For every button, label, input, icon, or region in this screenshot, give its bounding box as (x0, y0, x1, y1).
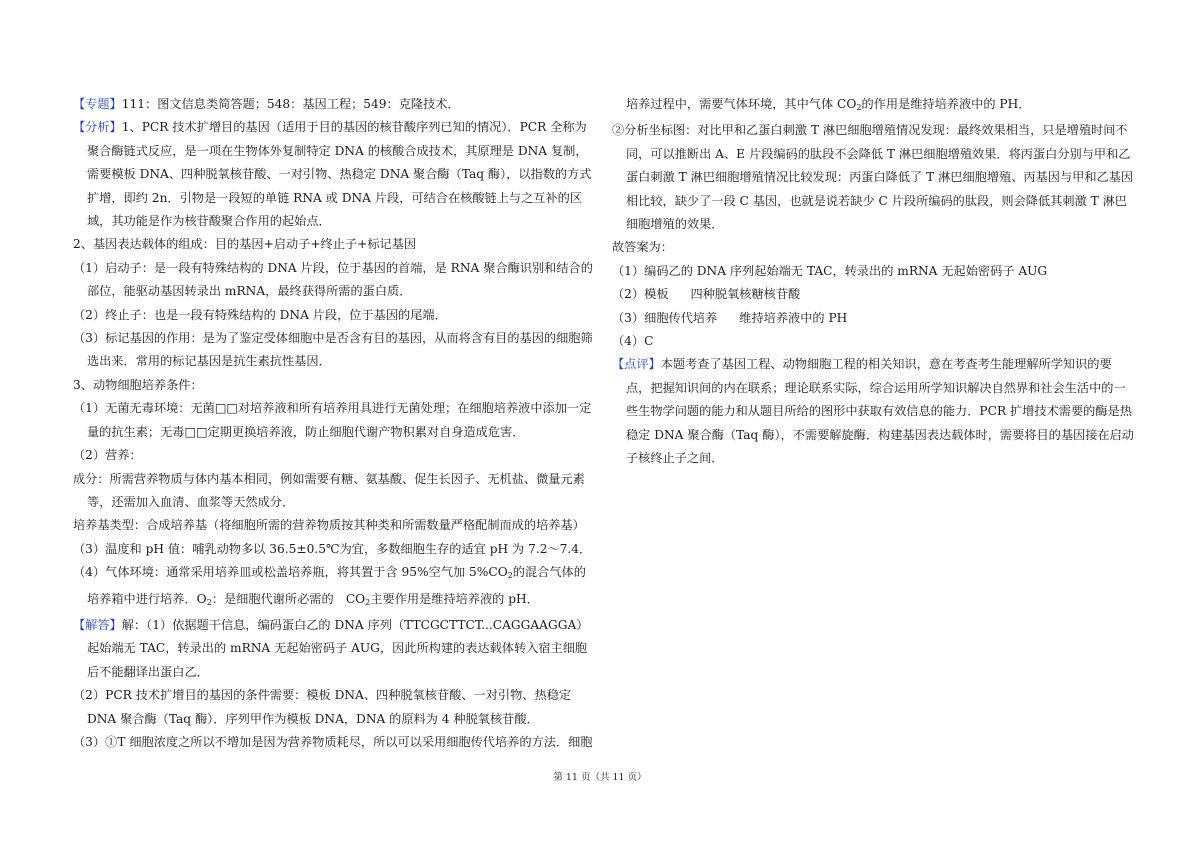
answer-2-a: （2）模板 (612, 287, 669, 302)
answer-heading: 故答案为： (612, 240, 673, 255)
answer-part-3: （3）①T 细胞浓度之所以不增加是因为营养物质耗尽，所以可以采用细胞传代培养的方法．细胞 (73, 734, 593, 749)
comment-text: 本题考查了基因工程、动物细胞工程的相关知识，意在考查考生能理解所学知识的要点，把握知识间的内在联系；理论联系实际，综合运用所学知识解决自然界和社会生活中的一些生物学问题的能力和从题目所给的图形中获取有效信息的能力．PCR 扩增技术需要的酶是热稳定 DNA 聚合酶（Taq 酶），不需要解旋酶．构建基因表达载体时，需要将目的基因接在启动子核终止子之间． (626, 357, 1134, 466)
answer-3-b: 维持培养液中的 PH (739, 310, 848, 325)
culture-conditions-heading: 3、动物细胞培养条件： (73, 377, 203, 392)
vector-composition: 2、基因表达载体的组成：目的基因+启动子+终止子+标记基因 (73, 237, 417, 252)
right-column (612, 93, 1134, 471)
subscript: 2 (507, 571, 513, 581)
sterile-environment-text: （1）无菌无毒环境：无菌□□对培养液和所有培养用具进行无菌处理；在细胞培养液中添加一定量的抗生素；无毒□□定期更换培养液，防止细胞代谢产物积累对自身造成危害． (73, 401, 592, 439)
answer-4: （4）C (612, 334, 654, 349)
subscript: 2 (856, 103, 862, 112)
gas-co2-text (612, 93, 1134, 119)
co2-text-b: 的作用是维持培养液中的 PH． (861, 97, 1031, 111)
analysis-tag: 【分析】 (73, 120, 122, 135)
answer-tag: 【解答】 (73, 617, 122, 632)
comment-paragraph (612, 353, 1134, 470)
marker-gene-text: （3）标记基因的作用：是为了鉴定受体细胞中是否含有目的基因，从而将含有目的基因的细胞筛选出来．常用的标记基因是抗生素抗性基因． (73, 331, 593, 369)
analysis-paragraph (73, 116, 598, 233)
answer-text: 解：（1）依据题干信息，编码蛋白乙的 DNA 序列（TTCGCTTCT...CAGGAAGGA）起始端无 TAC，转录出的 mRNA 无起始密码子 AUG，因此所构建的表达载体转入宿主细胞后不能翻译出蛋白乙． (87, 617, 589, 679)
answer-2 (612, 283, 1134, 306)
nutrition-heading: （2）营养： (73, 448, 142, 463)
gas-text-b: 的混合气体的培养箱中进行培养．O (87, 565, 586, 606)
topic-paragraph (73, 93, 598, 116)
gas-text-a: （4）气体环境：通常采用培养皿或松盖培养瓶，将其置于含 95%空气加 5%CO (73, 565, 508, 580)
subscript: 2 (206, 597, 212, 607)
terminator-text: （2）终止子：也是一段有特殊结构的 DNA 片段，位于基因的尾端． (73, 307, 447, 322)
topic-text: 111：图文信息类简答题；548：基因工程；549：克隆技术． (121, 97, 460, 111)
analysis-text: 1、PCR 技术扩增目的基因（适用于目的基因的核苷酸序列已知的情况）．PCR 全称为聚合酶链式反应，是一项在生物体外复制特定 DNA 的核酸合成技术，其原理是 DNA 复制，需要模板 DNA、四种脱氧核苷酸、一对引物、热稳定 DNA 聚合酶（Taq 酶），以指数的方式扩增，即约 2n．引物是一段短的单链 RNA 或 DNA 片段，可结合在核酸链上与之互补的区域，其功能是作为核苷酸聚合作用的起始点． (87, 120, 592, 229)
comment-tag: 【点评】 (612, 357, 661, 372)
promoter-text: （1）启动子：是一段有特殊结构的 DNA 片段，位于基因的首端，是 RNA 聚合酶识别和结合的部位，能驱动基因转录出 mRNA，最终获得所需的蛋白质． (73, 260, 593, 299)
answer-2-b: 四种脱氧核糖核苷酸 (690, 287, 801, 302)
gas-text-c: ：是细胞代谢所必需的 CO (211, 591, 366, 606)
subscript: 2 (365, 597, 371, 607)
graph-analysis-text: ②分析坐标图：对比甲和乙蛋白刺激 T 淋巴细胞增殖情况发现：最终效果相当，只是增殖时间不同，可以推断出 A、E 片段编码的肽段不会降低 T 淋巴细胞增殖效果．将丙蛋白分别与甲和乙蛋白刺激 T 淋巴细胞增殖情况比较发现：丙蛋白降低了 T 淋巴细胞增殖、丙基因与甲和乙基因相比较，缺少了一段 C 基因，也就是说若缺少 C 片段所编码的肽段，则会降低其刺激 T 淋巴细胞增殖的效果． (612, 123, 1134, 232)
answer-3 (612, 307, 1134, 330)
co2-text-a: 培养过程中，需要气体环境，其中气体 CO (626, 97, 857, 111)
components-text: 成分：所需营养物质与体内基本相同，例如需要有糖、氨基酸、促生长因子、无机盐、微量元素等，还需加入血清、血浆等天然成分． (73, 471, 585, 509)
temperature-ph-text: （3）温度和 pH 值：哺乳动物多以 36.5±0.5℃为宜，多数细胞生存的适宜 pH 为 7.2～7.4． (73, 541, 592, 556)
left-column (73, 93, 598, 754)
answer-part-2: （2）PCR 技术扩增目的基因的条件需要：模板 DNA、四种脱氧核苷酸、一对引物、热稳定 DNA 聚合酶（Taq 酶）．序列甲作为模板 DNA，DNA 的原料为 4 种脱氧核苷酸． (73, 688, 572, 726)
topic-tag: 【专题】 (73, 97, 122, 111)
gas-environment-text (73, 561, 598, 614)
answer-1: （1）编码乙的 DNA 序列起始端无 TAC，转录出的 mRNA 无起始密码子 AUG (612, 263, 1048, 278)
medium-type-text: 培养基类型：合成培养基（将细胞所需的营养物质按其种类和所需数量严格配制而成的培养基） (73, 518, 585, 533)
answer-3-a: （3）细胞传代培养 (612, 310, 718, 325)
gas-text-d: 主要作用是维持培养液的 pH． (370, 591, 539, 606)
answer-paragraph (73, 614, 598, 684)
page-footer: 第 11 页（共 11 页） (553, 772, 647, 783)
